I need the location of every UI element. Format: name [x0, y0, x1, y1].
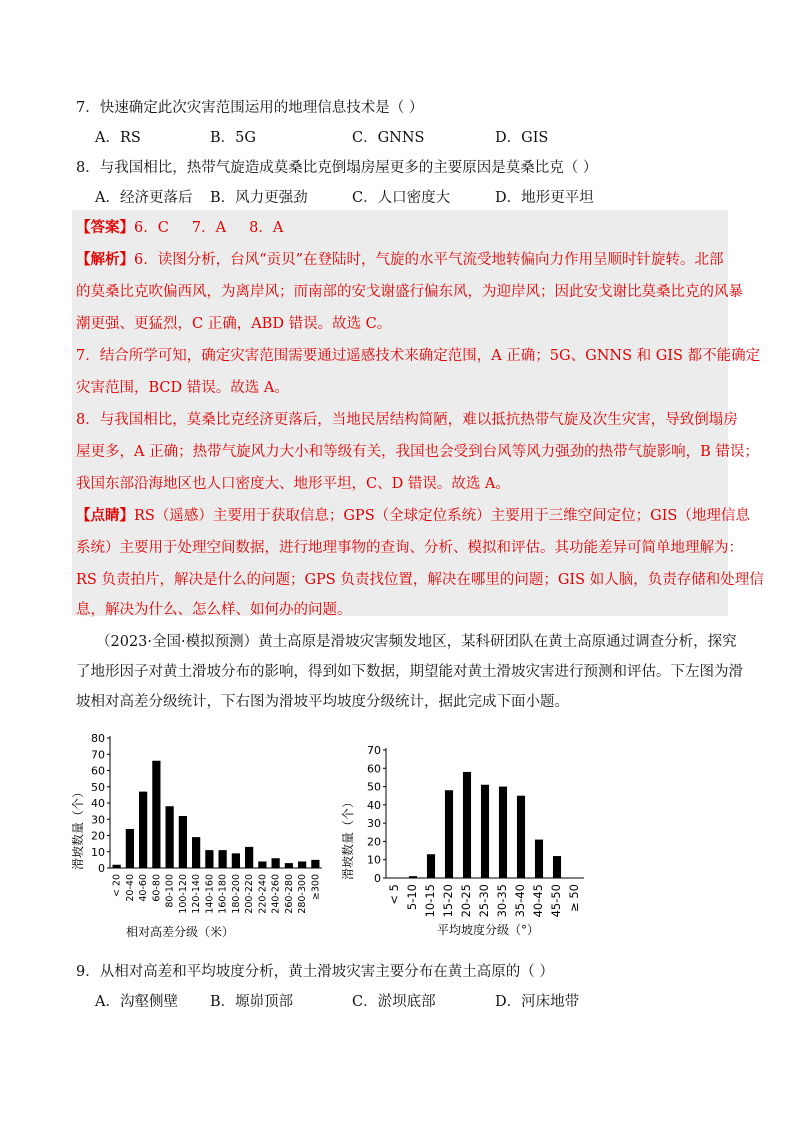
x-tick-label: 80-100	[164, 874, 176, 908]
x-tick-label: 60-80	[151, 874, 163, 902]
y-tick-label: 60	[91, 764, 105, 778]
x-tick-label: 30-35	[495, 884, 509, 918]
chart1-xlabel: 相对高差分级（米）	[125, 925, 235, 939]
option-b: B．5G	[210, 130, 256, 146]
y-tick-label: 20	[91, 829, 105, 843]
x-tick-label: 25-30	[477, 884, 491, 918]
x-tick-label: 160-180	[217, 874, 229, 914]
option-d: D．GIS	[495, 130, 549, 146]
x-tick-label: 40-60	[138, 874, 150, 902]
y-tick-label: 50	[91, 780, 105, 794]
analysis-line-1	[76, 250, 724, 270]
option-a: A．沟壑侧壁	[95, 994, 178, 1010]
x-tick-label: 35-40	[513, 884, 527, 918]
x-tick-label: 140-160	[204, 874, 216, 914]
chart1-ylabel: 滑坡数量（个）	[71, 785, 85, 871]
x-tick-label: 45-50	[549, 884, 563, 918]
bar	[232, 853, 240, 868]
chart2-xlabel: 平均坡度分级（°）	[436, 923, 540, 937]
x-tick-label: 220-240	[257, 874, 269, 914]
comment-line-2: 系统）主要用于处理空间数据，进行地理事物的查询、分析、模拟和评估。其功能差异可简单地理解为：	[76, 540, 743, 556]
option-d: D．地形更平坦	[495, 190, 594, 206]
bar	[298, 862, 306, 869]
y-tick-label: 0	[374, 872, 381, 885]
bar	[553, 856, 561, 878]
y-tick-label: 10	[367, 853, 381, 867]
analysis-label: 【解析】	[76, 251, 134, 268]
y-tick-label: 70	[91, 748, 105, 762]
chart2-ylabel: 滑坡数量（个）	[341, 795, 355, 881]
analysis-line-4: 7．结合所学可知，确定灾害范围需要通过遥感技术来确定范围，A 正确；5G、GNNS 和 GIS 都不能确定	[76, 348, 761, 364]
bar	[311, 860, 319, 868]
bar	[409, 876, 417, 878]
x-tick-label: < 5	[387, 884, 401, 905]
x-tick-label: < 20	[111, 874, 123, 898]
analysis-line-7: 屋更多，A 正确；热带气旋风力大小和等级有关，我国也会受到台风等风力强劲的热带气旋影响，B 错误；	[76, 444, 759, 460]
option-c: C．人口密度大	[352, 190, 451, 206]
analysis-line-8: 我国东部沿海地区也人口密度大、地形平坦，C、D 错误。故选 A。	[76, 476, 510, 492]
answer-label: 【答案】	[76, 219, 134, 236]
x-tick-label: 20-40	[124, 874, 136, 902]
bar	[219, 850, 227, 868]
bar	[463, 772, 471, 878]
relative-height-chart	[70, 728, 340, 943]
x-tick-label: ≥ 50	[567, 884, 581, 912]
bar	[481, 785, 489, 878]
intro-line-1: （2023·全国·模拟预测）黄土高原是滑坡灾害频发地区，某科研团队在黄土高原通过调查分析，探究	[96, 634, 737, 650]
option-a: A．经济更落后	[95, 190, 193, 206]
comment-text: RS（遥感）主要用于获取信息；GPS（全球定位系统）主要用于三维空间定位；GIS（地理信息	[134, 508, 750, 524]
bar	[166, 806, 174, 868]
question-7-stem: 7．快速确定此次灾害范围运用的地理信息技术是（ ）	[76, 100, 424, 116]
bar	[499, 787, 507, 878]
y-tick-label: 60	[367, 762, 381, 776]
option-c: C．GNNS	[352, 130, 425, 146]
bar	[205, 850, 213, 868]
bar	[258, 862, 266, 869]
x-tick-label: 260-280	[283, 874, 295, 914]
comment-line-4: 息，解决为什么、怎么样、如何办的问题。	[76, 602, 352, 618]
y-tick-label: 40	[91, 797, 105, 810]
bar	[192, 837, 200, 868]
bar	[445, 790, 453, 878]
x-tick-label: 5-10	[405, 884, 419, 911]
comment-label: 【点睛】	[76, 507, 134, 524]
y-tick-label: 70	[367, 744, 381, 757]
analysis-line-3: 潮更强、更猛烈，C 正确，ABD 错误。故选 C。	[76, 316, 392, 332]
y-tick-label: 20	[367, 835, 381, 849]
x-tick-label: 100-120	[177, 874, 189, 914]
x-tick-label: 180-200	[230, 874, 242, 914]
analysis-line-2: 的莫桑比克吹偏西风，为离岸风；而南部的安戈谢盛行偏东风，为迎岸风；因此安戈谢比莫桑比克的风暴	[76, 284, 743, 300]
answer-line	[76, 218, 283, 238]
analysis-text: 6．读图分析，台风“贡贝”在登陆时，气旋的水平气流受地转偏向力作用呈顺时针旋转。北部	[134, 252, 724, 268]
bar	[272, 858, 280, 868]
y-tick-label: 40	[367, 798, 381, 812]
x-tick-label: 15-20	[441, 884, 455, 918]
option-a: A．RS	[95, 130, 141, 146]
bar	[139, 792, 147, 868]
comment-line-3: RS 负责拍片，解决是什么的问题；GPS 负责找位置，解决在哪里的问题；GIS 如人脑，负责存储和处理信	[76, 572, 764, 588]
x-tick-label: 120-140	[191, 874, 203, 914]
average-slope-chart	[340, 738, 610, 943]
analysis-line-5: 灾害范围，BCD 错误。故选 A。	[76, 380, 289, 396]
option-d: D．河床地带	[495, 994, 580, 1010]
y-tick-label: 30	[367, 817, 381, 831]
bar	[285, 863, 293, 868]
x-tick-label: 200-220	[244, 874, 256, 914]
y-tick-label: 0	[98, 862, 105, 875]
x-tick-label: 20-25	[459, 884, 473, 918]
x-tick-label: ≥300	[310, 874, 322, 901]
bar	[517, 796, 525, 878]
y-tick-label: 30	[91, 813, 105, 827]
bar	[245, 847, 253, 868]
y-tick-label: 50	[367, 780, 381, 794]
option-b: B．风力更强劲	[210, 190, 308, 206]
x-tick-label: 40-45	[531, 884, 545, 918]
option-c: C．淤坝底部	[352, 994, 436, 1010]
bar	[427, 854, 435, 878]
bar	[179, 816, 187, 868]
x-tick-label: 10-15	[423, 884, 437, 918]
bar	[535, 840, 543, 878]
x-tick-label: 280-300	[297, 874, 309, 914]
analysis-line-6: 8．与我国相比，莫桑比克经济更落后，当地民居结构简陋，难以抵抗热带气旋及次生灾害，导致倒塌房	[76, 412, 738, 428]
x-tick-label: 240-260	[270, 874, 282, 914]
answer-text: 6．C 7．A 8．A	[134, 220, 284, 236]
question-9-stem: 9．从相对高差和平均坡度分析，黄土滑坡灾害主要分布在黄土高原的（ ）	[76, 964, 554, 980]
intro-line-3: 坡相对高差分级统计，下右图为滑坡平均坡度分级统计，据此完成下面小题。	[76, 694, 569, 710]
question-8-stem: 8．与我国相比，热带气旋造成莫桑比克倒塌房屋更多的主要原因是莫桑比克（ ）	[76, 160, 598, 176]
y-tick-label: 80	[91, 732, 105, 745]
bar	[152, 761, 160, 868]
y-tick-label: 10	[91, 845, 105, 859]
option-b: B．塬峁顶部	[210, 994, 294, 1010]
bar	[126, 829, 134, 868]
intro-line-2: 了地形因子对黄土滑坡分布的影响，得到如下数据，期望能对黄土滑坡灾害进行预测和评估。下左图为滑	[76, 664, 743, 680]
comment-line-1	[76, 506, 750, 526]
bar	[113, 865, 121, 868]
